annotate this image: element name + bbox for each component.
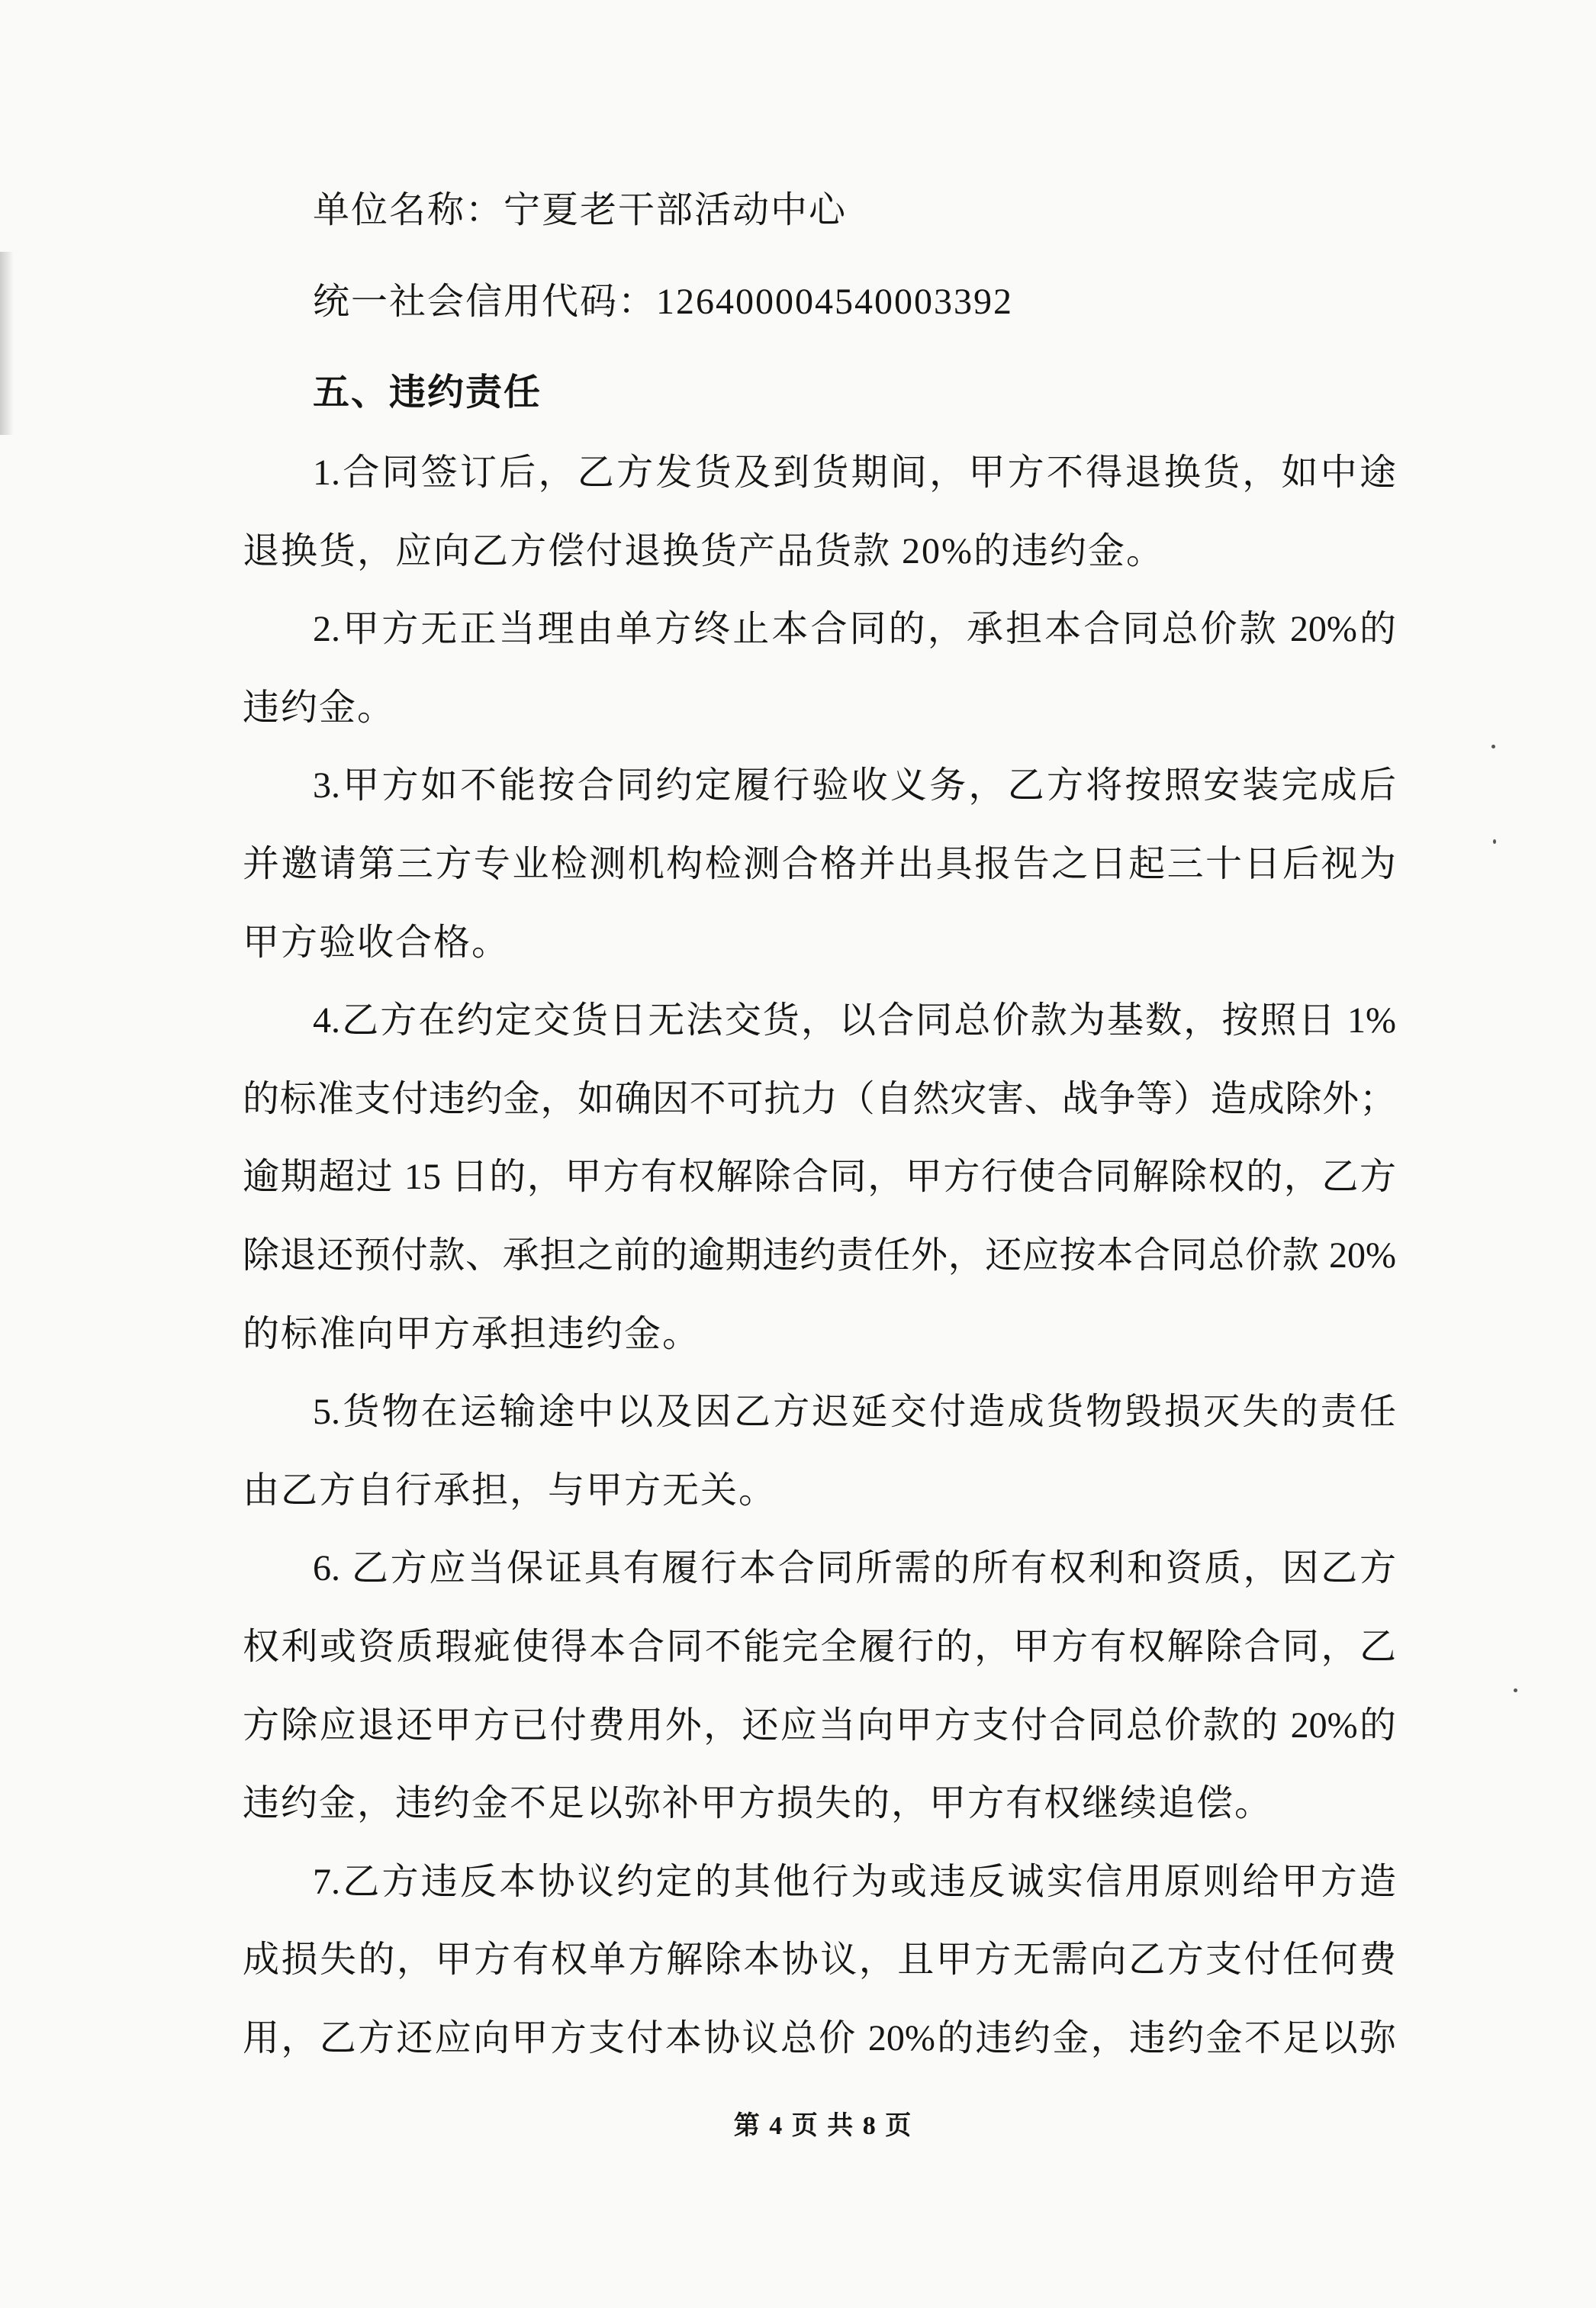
clause-line: 5.货物在运输途中以及因乙方迟延交付造成货物毁损灭失的责任 bbox=[313, 1392, 1396, 1433]
clause-line: 3.甲方如不能按合同约定履行验收义务，乙方将按照安装完成后 bbox=[313, 765, 1396, 806]
clause-line: 的标准向甲方承担违约金。 bbox=[243, 1313, 701, 1354]
clause-line: 除退还预付款、承担之前的逾期违约责任外，还应按本合同总价款 20% bbox=[243, 1234, 1396, 1276]
clause-1 bbox=[243, 434, 1396, 591]
clause-line: 违约金，违约金不足以弥补甲方损失的，甲方有权继续追偿。 bbox=[243, 1783, 1273, 1824]
scan-speck bbox=[1493, 839, 1496, 844]
clause-line: 4.乙方在约定交货日无法交货，以合同总价款为基数，按照日 1% bbox=[313, 1000, 1396, 1041]
section-body bbox=[243, 434, 1396, 2078]
unit-name-line bbox=[313, 165, 1396, 256]
unit-name-value: 宁夏老干部活动中心 bbox=[504, 190, 848, 230]
clause-line: 违约金。 bbox=[243, 687, 396, 728]
clause-3 bbox=[243, 747, 1396, 982]
party-info bbox=[313, 165, 1396, 439]
clause-line: 逾期超过 15 日的，甲方有权解除合同，甲方行使合同解除权的，乙方 bbox=[243, 1157, 1396, 1198]
clause-line: 甲方验收合格。 bbox=[243, 922, 510, 963]
clause-line: 权利或资质瑕疵使得本合同不能完全履行的，甲方有权解除合同，乙 bbox=[243, 1626, 1396, 1667]
clause-line: 由乙方自行承担，与甲方无关。 bbox=[243, 1469, 777, 1511]
scan-speck bbox=[1514, 1688, 1517, 1692]
clause-line: 7.乙方违反本协议约定的其他行为或违反诚实信用原则给甲方造 bbox=[313, 1861, 1396, 1902]
clause-7 bbox=[243, 1843, 1396, 2078]
credit-code-value: 126400004540003392 bbox=[656, 281, 1014, 322]
clause-4 bbox=[243, 982, 1396, 1373]
unit-name-label: 单位名称： bbox=[313, 190, 504, 230]
clause-line: 方除应退还甲方已付费用外，还应当向甲方支付合同总价款的 20%的 bbox=[243, 1704, 1396, 1746]
clause-line: 1.合同签订后，乙方发货及到货期间，甲方不得退换货，如中途 bbox=[313, 452, 1396, 493]
clause-line: 成损失的，甲方有权单方解除本协议，且甲方无需向乙方支付任何费 bbox=[243, 1939, 1396, 1981]
clause-6 bbox=[243, 1530, 1396, 1843]
clause-line: 退换货，应向乙方偿付退换货产品货款 20%的违约金。 bbox=[243, 530, 1164, 571]
credit-code-label: 统一社会信用代码： bbox=[313, 281, 657, 322]
scan-edge-shadow bbox=[0, 252, 14, 435]
clause-line: 的标准支付违约金，如确因不可抗力（自然灾害、战争等）造成除外； bbox=[243, 1078, 1396, 1119]
clause-2 bbox=[243, 591, 1396, 747]
clause-5 bbox=[243, 1373, 1396, 1530]
scan-speck bbox=[1491, 745, 1495, 748]
clause-line: 用，乙方还应向甲方支付本协议总价 20%的违约金，违约金不足以弥 bbox=[243, 2017, 1396, 2059]
clause-line: 6. 乙方应当保证具有履行本合同所需的所有权利和资质，因乙方 bbox=[313, 1548, 1396, 1589]
clause-line: 2.甲方无正当理由单方终止本合同的，承担本合同总价款 20%的 bbox=[313, 609, 1396, 650]
credit-code-line bbox=[313, 256, 1396, 348]
section-heading: 五、违约责任 bbox=[313, 372, 542, 413]
page-number: 第 4 页 共 8 页 bbox=[733, 2112, 913, 2140]
clause-line: 并邀请第三方专业检测机构检测合格并出具报告之日起三十日后视为 bbox=[243, 843, 1396, 884]
